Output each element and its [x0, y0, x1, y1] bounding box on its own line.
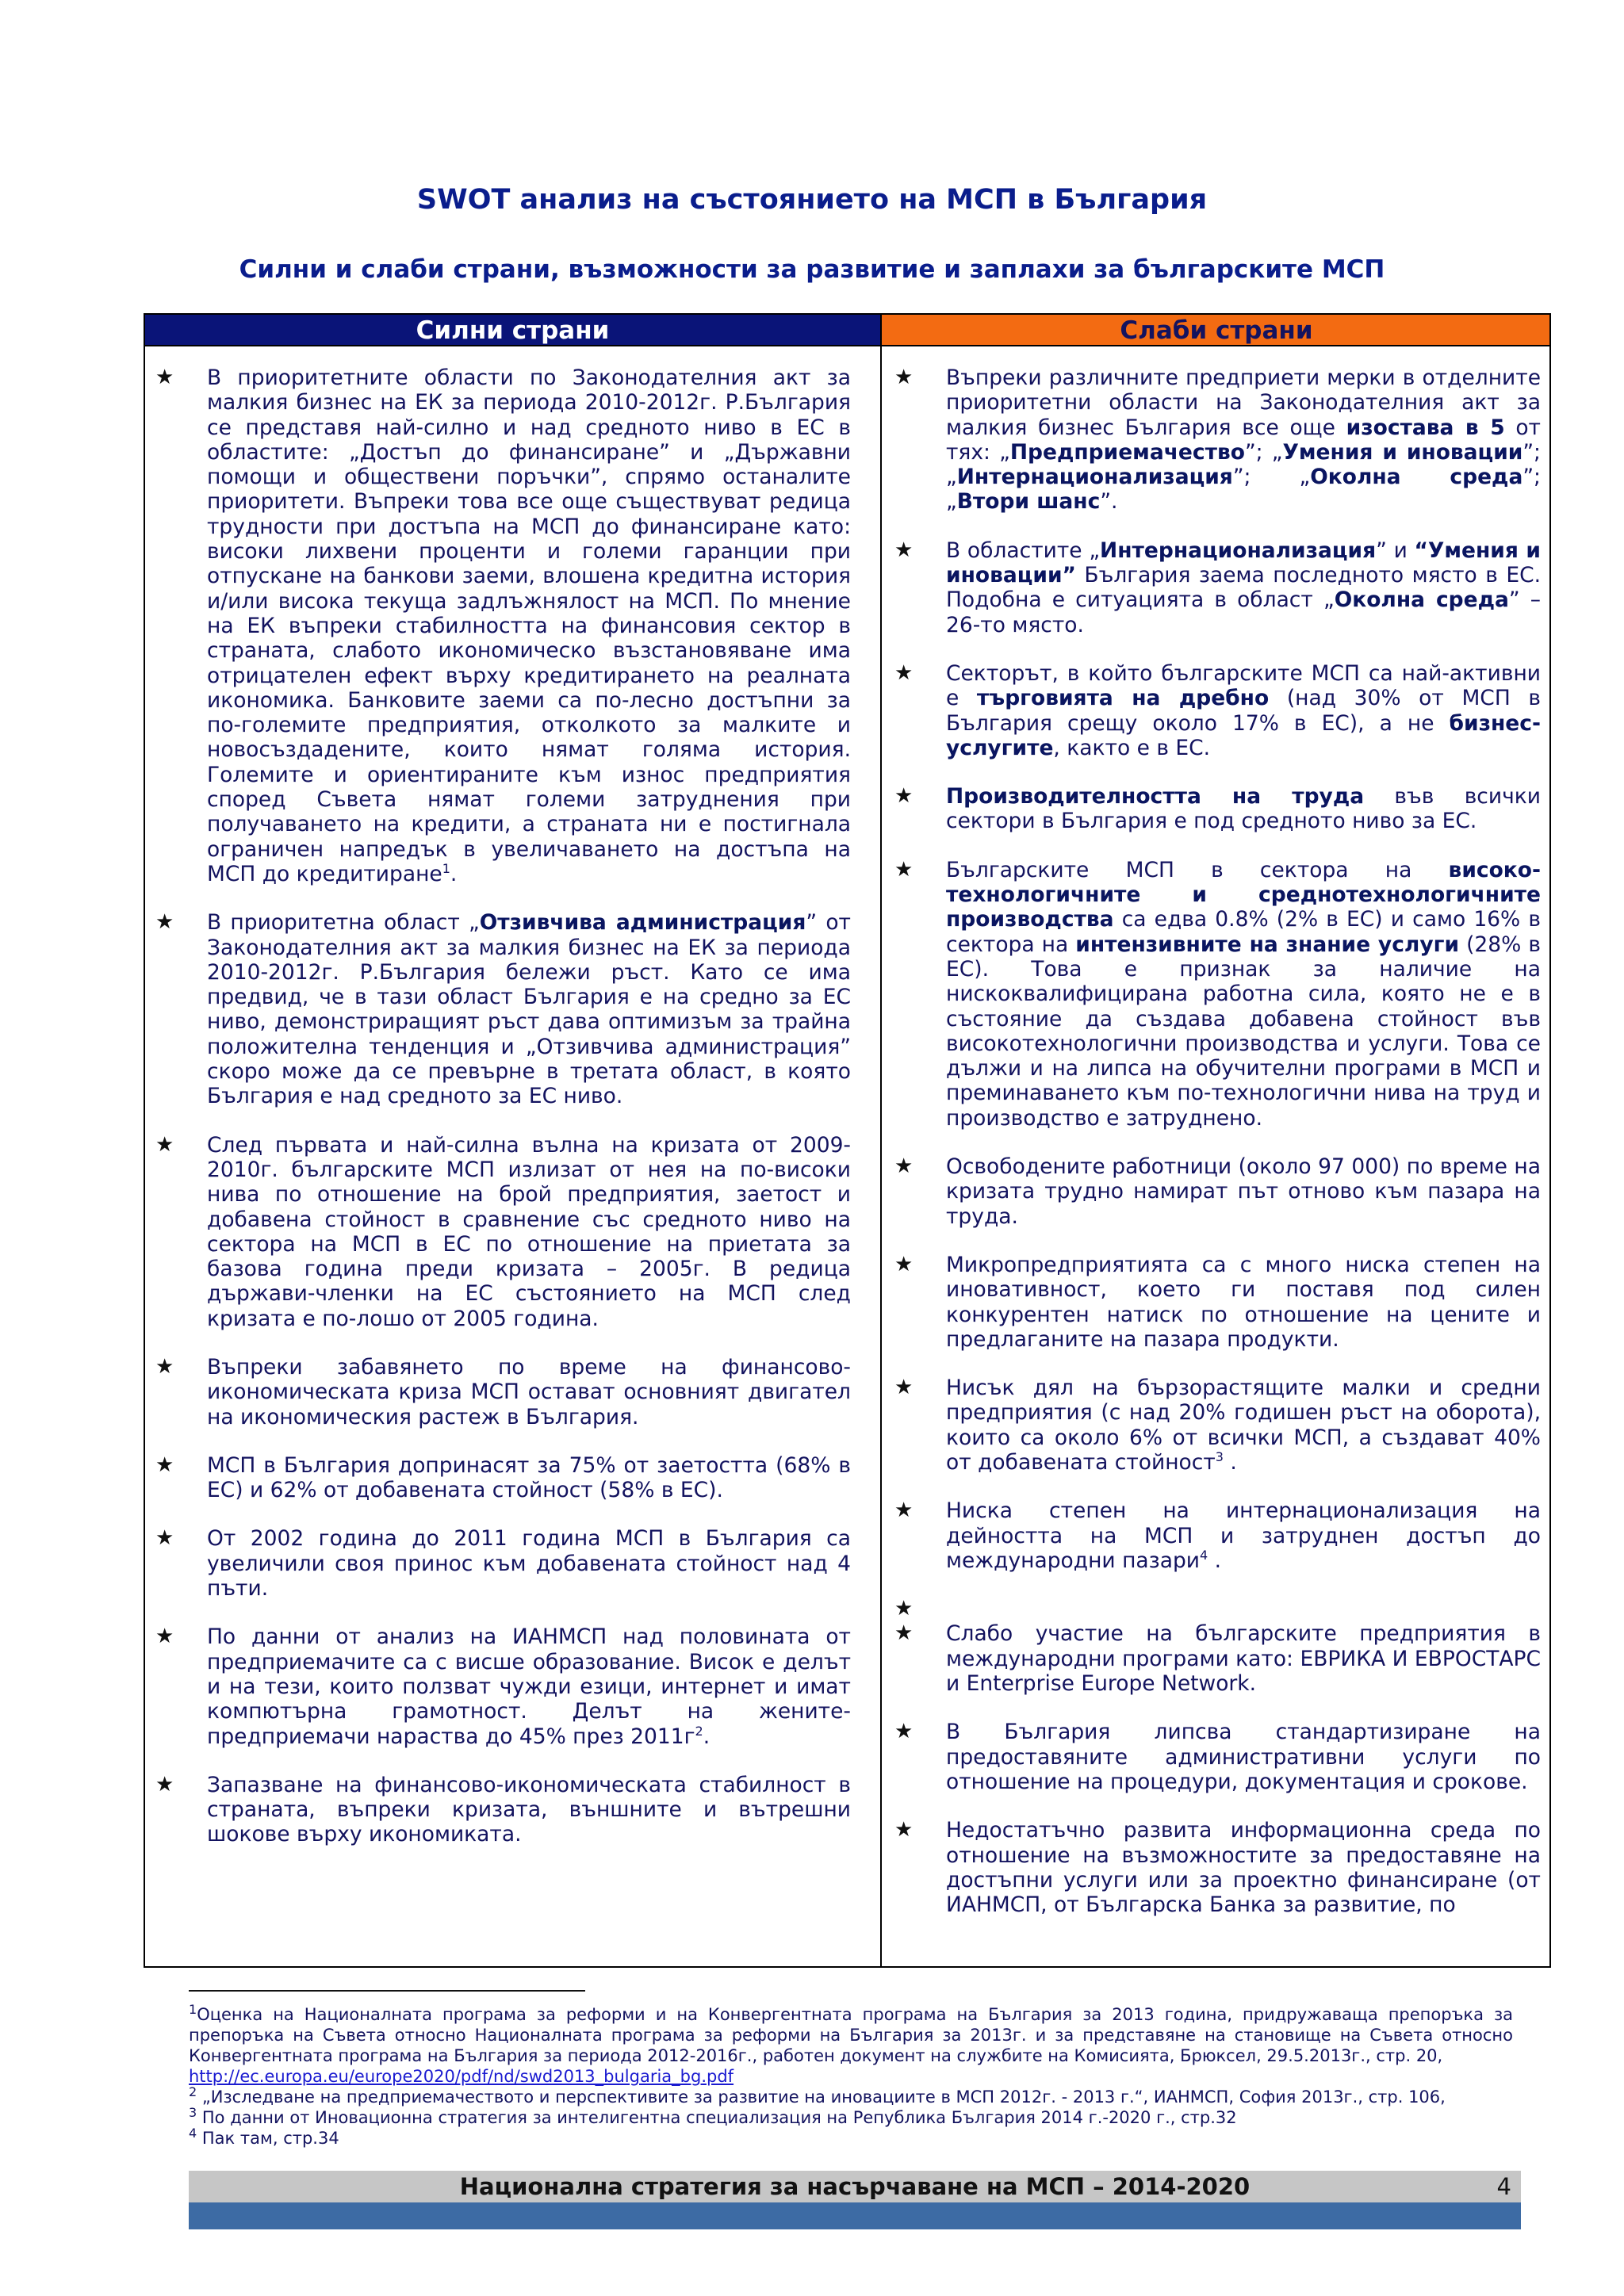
- footnote-text: Пак там, стр.34: [201, 2129, 339, 2148]
- strength-item: [155, 1354, 851, 1429]
- star-icon: ★: [155, 1452, 174, 1477]
- weaknesses-list: [894, 365, 1542, 1941]
- footnote-mark: 1: [189, 2002, 197, 2017]
- strength-item-text: Запазване на финансово-икономическата стабилност в страната, въпреки кризата, външните и вътрешни шокове върху икономиката.: [207, 1772, 851, 1847]
- star-icon: ★: [894, 1621, 914, 1646]
- star-icon: ★: [155, 910, 174, 935]
- weakness-item-text: Производителността на труда във всички сектори в България е под средното ниво за ЕС.: [946, 784, 1541, 834]
- star-icon: ★: [894, 365, 914, 389]
- footnote-3: [189, 2107, 1513, 2128]
- star-icon: ★: [155, 1354, 174, 1379]
- weakness-item: [894, 538, 1542, 637]
- star-icon: ★: [155, 365, 174, 389]
- star-icon: ★: [894, 1720, 914, 1744]
- weakness-item-text: [946, 1597, 1541, 1621]
- footer-title: Национална стратегия за насърчаване на МСП – 2014-2020: [459, 2173, 1251, 2200]
- strength-item: [155, 910, 851, 1109]
- star-icon: ★: [894, 1498, 914, 1523]
- weakness-item-text: В България липсва стандартизиране на предоставяните административни услуги по отношение на процедури, документация и срокове.: [946, 1720, 1541, 1794]
- strength-item-text: В приоритетните области по Законодателния акт за малкия бизнес на ЕК за периода 2010-2012г. Р.България се представя най-силно и над средното ниво в ЕС в областите: „Достъп до финансиране” и „Държавни помощи и обществени поръчки”, спрямо останалите приоритети. Въпреки това все още съществуват редица трудности при достъпа на МСП до финансиране като: високи лихвени проценти и големи гаранции при отпускане на банкови заеми, влошена кредитна история и/или висока текуща задлъжнялост на МСП. По мнение на ЕК въпреки стабилността на финансовия сектор в страната, слабото икономическо възстановяване има отрицателен ефект върху кредитирането на реалната икономика. Банковите заеми са по-лесно достъпни за по-големите предприятия, отколкото за малките и новосъздадените, които нямат голяма история. Големите и ориентираните към износ предприятия според Съвета нямат големи затруднения при получаването на кредити, а страната ни е постигнала ограничен напредък в увеличаването на достъпа на МСП до кредитиране$^1$.: [207, 365, 851, 886]
- star-icon: ★: [894, 538, 914, 562]
- weakness-item: [894, 1498, 1541, 1573]
- strength-item: [155, 1452, 851, 1503]
- strength-item: [155, 365, 851, 886]
- strength-item-text: След първата и най-силна вълна на кризата от 2009-2010г. българските МСП излизат от нея на по-високи нива по отношение на брой предприятия, заетост и добавена стойност в сравнение със средното ниво на сектора на МСП в ЕС по отношение на приетата за базова година преди кризата – 2005г. В редица държави-членки на ЕС състоянието на МСП след кризата е по-лошо от 2005 година.: [207, 1132, 851, 1331]
- footer-stripe: [189, 2202, 1521, 2229]
- page-subtitle: Силни и слаби страни, възможности за развитие и заплахи за българските МСП: [239, 255, 1385, 284]
- weakness-item: [894, 1597, 1541, 1621]
- strength-item: [155, 1624, 851, 1749]
- weakness-item: [894, 1154, 1541, 1229]
- star-icon: ★: [894, 1154, 914, 1179]
- footnotes: [189, 2004, 1513, 2149]
- footnote-mark: 4: [189, 2126, 197, 2141]
- footnote-mark: 3: [189, 2105, 197, 2120]
- weakness-item-text: Освободените работници (около 97 000) по време на кризата трудно намират път отново към пазара на труда.: [946, 1154, 1541, 1229]
- strength-item-text: В приоритетна област „Отзивчива администрация” от Законодателния акт за малкия бизнес на ЕК за периода 2010-2012г. Р.България бележи ръст. Като се има предвид, че в тази област България е на средно за ЕС ниво, демонстриращият ръст дава оптимизъм за трайна положителна тенденция и „Отзивчива администрация” скоро може да се превърне в третата област, в която България е над средното за ЕС ниво.: [207, 910, 851, 1109]
- star-icon: ★: [894, 1597, 914, 1621]
- footer-bar: [189, 2171, 1521, 2202]
- star-icon: ★: [894, 1252, 914, 1276]
- footnote-text: „Изследване на предприемачеството и перспективите за развитие на иновациите в МСП 2012г. - 2013 г.“, ИАНМСП, София 2013г., стр. 106,: [201, 2087, 1446, 2107]
- strength-item: [155, 1132, 851, 1331]
- star-icon: ★: [894, 1376, 914, 1400]
- weakness-item: [894, 1621, 1541, 1697]
- weakness-item: [894, 365, 1541, 515]
- weakness-item: [894, 1720, 1541, 1794]
- weakness-item: [894, 1818, 1541, 1918]
- footnote-mark: 2: [189, 2084, 197, 2099]
- strength-item: [155, 1526, 851, 1601]
- strength-item: [155, 1772, 851, 1847]
- weakness-item-text: Секторът, в който българските МСП са най-активни е търговията на дребно (над 30% от МСП в България срещу около 17% в ЕС), а не бизнес-услугите, както е в ЕС.: [946, 660, 1541, 760]
- weakness-item-text: Въпреки различните предприети мерки в отделните приоритетни области на Законодателния акт за малкия бизнес България все още изостава в 5 от тях: „Предприемачество”; „Умения и иновации”; „Интернационализация”; „Околна среда”; „Втори шанс”.: [946, 365, 1541, 515]
- weakness-item: [894, 660, 1541, 760]
- page-title: SWOT анализ на състоянието на МСП в България: [416, 184, 1208, 216]
- weakness-item-text: Ниска степен на интернационализация на дейността на МСП и затруднен достъп до международни пазари$^4$ .: [946, 1498, 1541, 1573]
- weakness-item-text: Слабо участие на българските предприятия в международни програми като: ЕВРИКА И ЕВРОСТАРС и Enterprise Europe Network.: [946, 1621, 1541, 1697]
- column-divider: [880, 315, 882, 1966]
- strength-item-text: Въпреки забавянето по време на финансово-икономическата криза МСП остават основният двигател на икономическия растеж в България.: [207, 1354, 851, 1429]
- strength-item-text: По данни от анализ на ИАНМСП над половината от предприемачите са с висше образование. Висок е делът и на тези, които ползват чужди езици, интернет и имат компютърна грамотност. Делът на жените-предприемачи нараства до 45% през $2011г^2$.: [207, 1624, 851, 1749]
- weakness-item: [894, 1252, 1541, 1352]
- footnote-2: [189, 2084, 1513, 2107]
- footnote-1: [189, 2004, 1513, 2087]
- star-icon: ★: [155, 1772, 174, 1797]
- star-icon: ★: [894, 784, 914, 809]
- weakness-item: [894, 784, 1541, 834]
- strengths-header: Силни страни: [145, 315, 880, 346]
- strength-item-text: От 2002 година до 2011 година МСП в България са увеличили своя принос към добавената стойност над 4 пъти.: [207, 1526, 851, 1601]
- weakness-item-text: Микропредприятията са с много ниска степен на иновативност, което ги поставя под силен конкурентен натиск по отношение на цените и предлаганите на пазара продукти.: [946, 1252, 1541, 1352]
- weakness-item-text: В областите „Интернационализация” и “Умения и иновации” България заема последното място в ЕС. Подобна е ситуацията в област „Околна среда” – 26-то място.: [946, 538, 1542, 637]
- weakness-item: [894, 1376, 1541, 1475]
- footnote-link[interactable]: http://ec.europa.eu/europe2020/pdf/nd/swd2013_bulgaria_bg.pdf: [189, 2067, 734, 2086]
- star-icon: ★: [155, 1526, 174, 1551]
- footnote-separator: [189, 1990, 585, 1992]
- footnote-text: Оценка на Националната програма за реформи и на Конвергентната програма на България за 2013 година, придружаваща препоръка за препоръка на Съвета относно Националната програма за реформи на България за 2013г. и за представяне на становище на Съвета относно Конвергентната програма на България за периода 2012-2016г., работен документ на службите на Комисията, Брюксел, 29.5.2013г., стр. 20,: [189, 2005, 1513, 2065]
- weakness-item-text: Нисък дял на бързорастящите малки и средни предприятия (с над 20% годишен ръст на оборота), които са около 6% от всички МСП, а създават 40% от добавената стойност$^3$ .: [946, 1376, 1541, 1475]
- star-icon: ★: [894, 1818, 914, 1843]
- star-icon: ★: [155, 1132, 174, 1157]
- strengths-list: [155, 365, 851, 1871]
- weaknesses-header: Слаби страни: [882, 315, 1551, 346]
- footnote-4: [189, 2128, 1513, 2149]
- footnote-text: По данни от Иновационна стратегия за интелигентна специализация на Република България 2014 г.-2020 г., стр.32: [201, 2108, 1237, 2127]
- weakness-item: [894, 857, 1541, 1131]
- weakness-item-text: Българските МСП в сектора на високо-технологичните и среднотехнологичните производства са едва 0.8% (2% в ЕС) и само 16% в сектора на интензивните на знание услуги (28% в ЕС). Това е признак за наличие на нискоквалифицирана работна сила, която не е в състояние да създава добавена стойност във високотехнологични производства и услуги. Това се дължи и на липса на обучителни програми в МСП и преминаването към по-технологични нива на труд и производство е затруднено.: [946, 857, 1541, 1131]
- page-number: 4: [1496, 2173, 1511, 2200]
- star-icon: ★: [155, 1624, 174, 1649]
- star-icon: ★: [894, 660, 914, 685]
- weakness-item-text: Недостатъчно развита информационна среда по отношение на възможностите за предоставяне на достъпни услуги или за проектно финансиране (от ИАНМСП, от Българска Банка за развитие, по: [946, 1818, 1541, 1918]
- strength-item-text: МСП в България допринасят за 75% от заетостта (68% в ЕС) и 62% от добавената стойност (58% в ЕС).: [207, 1452, 851, 1503]
- star-icon: ★: [894, 857, 914, 882]
- swot-table: [144, 313, 1551, 1968]
